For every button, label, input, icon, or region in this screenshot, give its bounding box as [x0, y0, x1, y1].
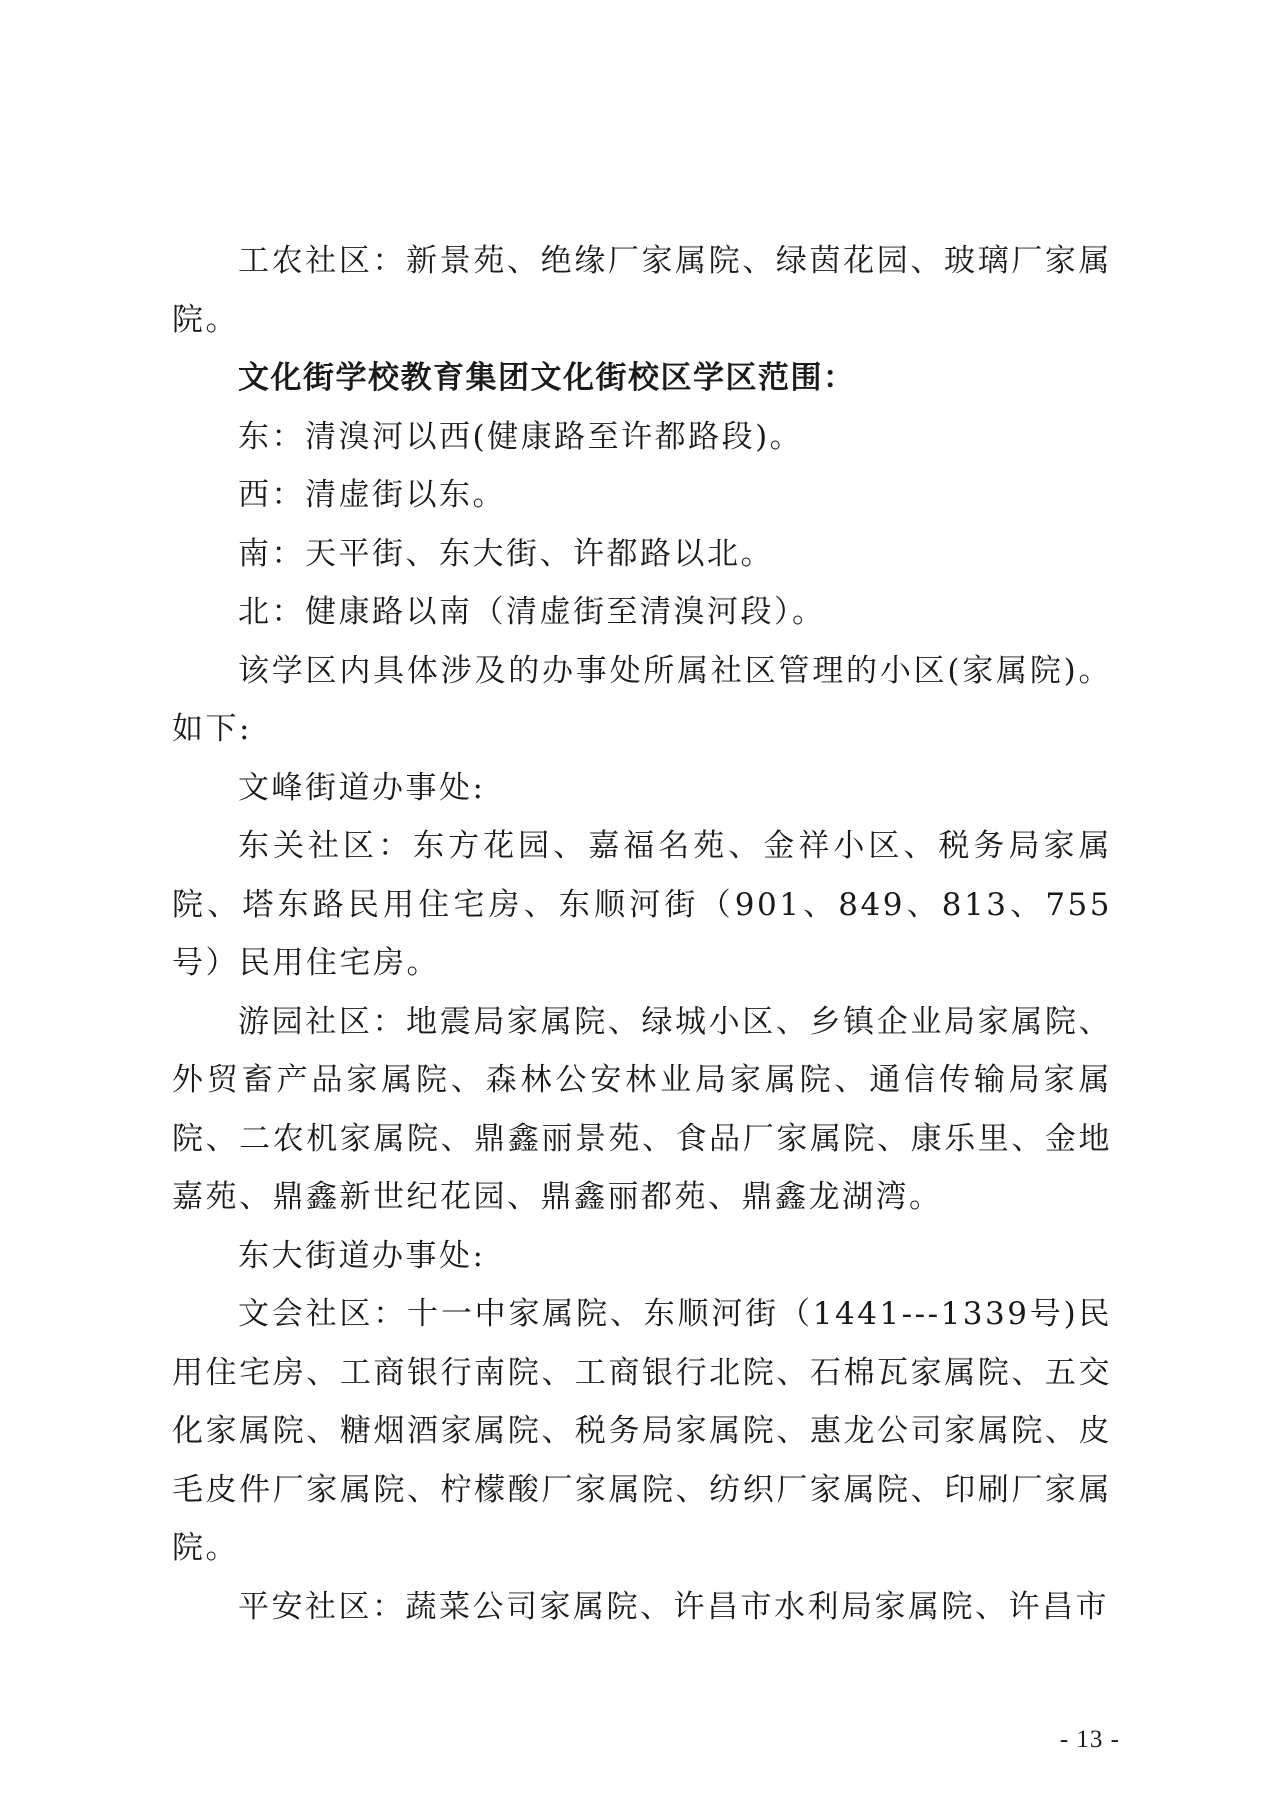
document-body	[172, 232, 1112, 1636]
boundary-south: 南：天平街、东大街、许都路以北。	[238, 535, 774, 572]
paragraph-gongnong-community: 工农社区：新景苑、绝缘厂家属院、绿茵花园、玻璃厂家属院。	[172, 243, 1112, 338]
page-number: - 13 -	[1059, 1726, 1120, 1753]
paragraph-dongguan-community: 东关社区：东方花园、嘉福名苑、金祥小区、税务局家属院、塔东路民用住宅房、东顺河街（901、849、813、755号）民用住宅房。	[172, 828, 1112, 981]
subheading-dongda-office: 东大街道办事处:	[238, 1237, 486, 1274]
subheading-wenfeng-office: 文峰街道办事处:	[238, 769, 486, 806]
paragraph-pingan-community: 平安社区：蔬菜公司家属院、许昌市水利局家属院、许昌市	[238, 1588, 1109, 1625]
boundary-north: 北：健康路以南（清虚街至清溴河段）。	[238, 594, 826, 630]
section-heading-school-district: 文化街学校教育集团文化街校区学区范围：	[238, 360, 856, 396]
boundary-west: 西：清虚街以东。	[238, 477, 506, 513]
paragraph-youyuan-community: 游园社区：地震局家属院、绿城小区、乡镇企业局家属院、外贸畜产品家属院、森林公安林业局家属院、通信传输局家属院、二农机家属院、鼎鑫丽景苑、食品厂家属院、康乐里、金地嘉苑、鼎鑫新世纪花园、鼎鑫丽都苑、鼎鑫龙湖湾。	[172, 1003, 1112, 1215]
paragraph-district-intro: 该学区内具体涉及的办事处所属社区管理的小区(家属院)。如下:	[172, 652, 1112, 747]
boundary-east: 东：清溴河以西(健康路至许都路段)。	[238, 418, 804, 455]
paragraph-wenhui-community: 文会社区：十一中家属院、东顺河街（1441---1339号)民用住宅房、工商银行南院、工商银行北院、石棉瓦家属院、五交化家属院、糖烟酒家属院、税务局家属院、惠龙公司家属院、皮毛皮件厂家属院、柠檬酸厂家属院、纺织厂家属院、印刷厂家属院。	[172, 1296, 1112, 1566]
